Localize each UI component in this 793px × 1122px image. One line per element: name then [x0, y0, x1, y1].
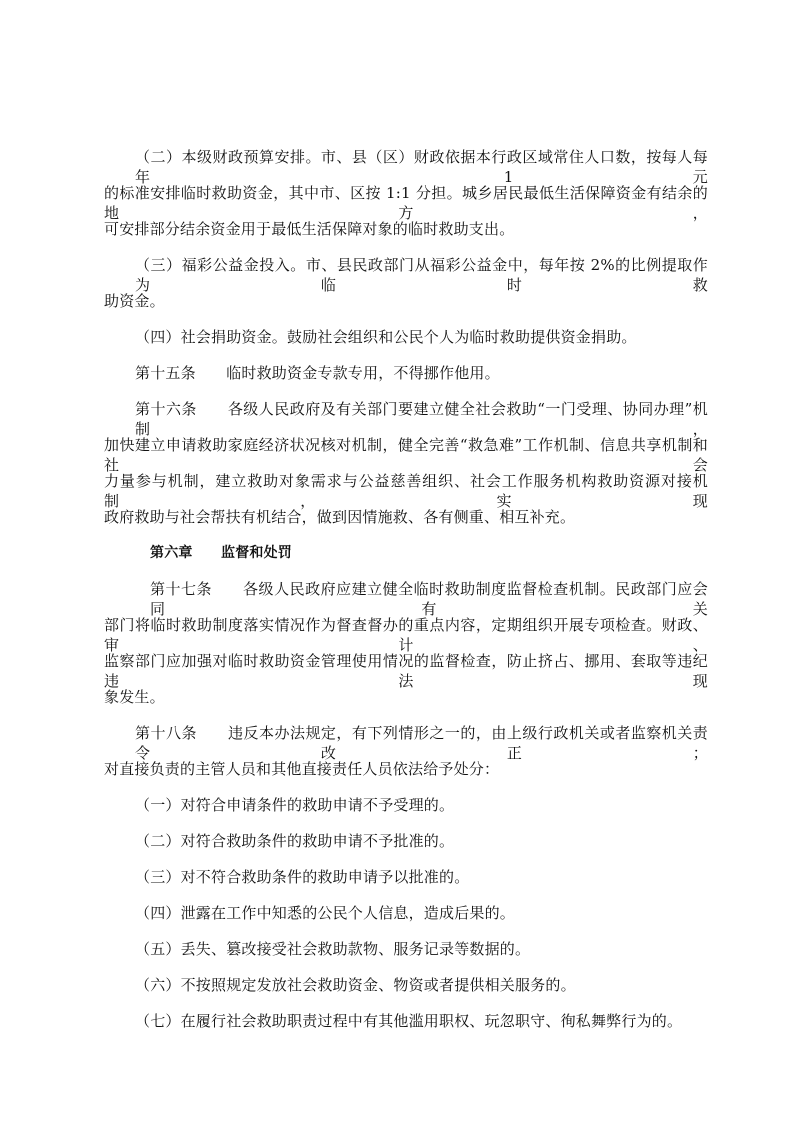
- list-item: （二）对符合救助条件的救助申请不予批准的。: [135, 832, 455, 850]
- article-heading-line: 第十五条 临时救助资金专款专用，不得挪作他用。: [135, 364, 500, 382]
- list-item: （五）丢失、篡改接受社会救助款物、服务记录等数据的。: [135, 940, 531, 958]
- paragraph-line: 第十六条 各级人民政府及有关部门要建立健全社会救助“一门受理、协同办理”机制，: [135, 400, 708, 438]
- list-item: （六）不按照规定发放社会救助资金、物资或者提供相关服务的。: [135, 976, 576, 994]
- list-item: （一）对符合申请条件的救助申请不予受理的。: [135, 796, 455, 814]
- paragraph-line: （三）福彩公益金投入。市、县民政部门从福彩公益金中，每年按 2%的比例提取作为临时救: [135, 256, 708, 294]
- list-item: （四）泄露在工作中知悉的公民个人信息，造成后果的。: [135, 904, 516, 922]
- paragraph-line: （二）本级财政预算安排。市、县（区）财政依据本行政区域常住人口数，按每人每年 1 元: [135, 148, 708, 186]
- paragraph-line: 助资金。: [104, 292, 165, 310]
- paragraph-line: 对直接负责的主管人员和其他直接责任人员依法给予处分：: [104, 760, 500, 778]
- paragraph-line: 监察部门应加强对临时救助资金管理使用情况的监督检查，防止挤占、挪用、套取等违纪违法现: [104, 652, 708, 690]
- list-item: （三）对不符合救助条件的救助申请予以批准的。: [135, 868, 470, 886]
- list-item: （七）在履行社会救助职责过程中有其他滥用职权、玩忽职守、徇私舞弊行为的。: [135, 1012, 683, 1030]
- paragraph-line: 象发生。: [104, 688, 165, 706]
- paragraph-line: 可安排部分结余资金用于最低生活保障对象的临时救助支出。: [104, 220, 515, 238]
- paragraph-line: 第十八条 违反本办法规定，有下列情形之一的，由上级行政机关或者监察机关责令改正；: [135, 724, 708, 762]
- paragraph-line: 的标准安排临时救助资金，其中市、区按 1:1 分担。城乡居民最低生活保障资金有结余的地方，: [104, 184, 708, 222]
- paragraph-line: 政府救助与社会帮扶有机结合，做到因情施救、各有侧重、相互补充。: [104, 508, 576, 526]
- chapter-heading: 第六章 监督和处罚: [150, 545, 292, 561]
- paragraph-line: 部门将临时救助制度落实情况作为督查督办的重点内容，定期组织开展专项检查。财政、审计、: [104, 616, 708, 654]
- paragraph-line: （四）社会捐助资金。鼓励社会组织和公民个人为临时救助提供资金捐助。: [135, 328, 637, 346]
- paragraph-line: 加快建立申请救助家庭经济状况核对机制，健全完善“救急难”工作机制、信息共享机制和社会: [104, 436, 708, 474]
- paragraph-line: 第十七条 各级人民政府应建立健全临时救助制度监督检查机制。民政部门应会同有关: [150, 580, 708, 618]
- paragraph-line: 力量参与机制，建立救助对象需求与公益慈善组织、社会工作服务机构救助资源对接机制，实现: [104, 472, 708, 510]
